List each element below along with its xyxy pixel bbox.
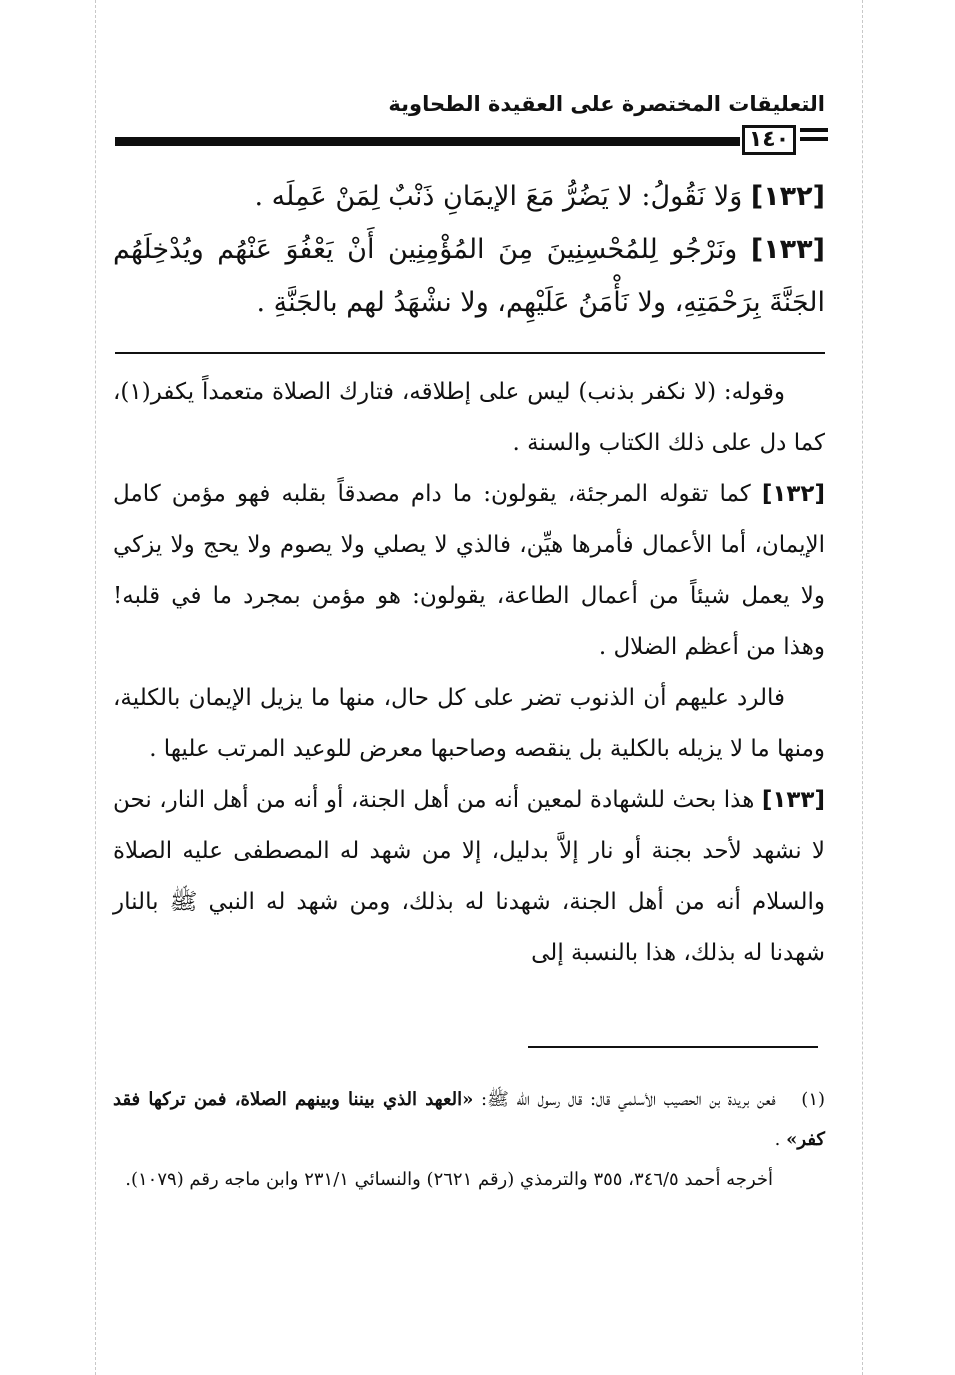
matn-item-text: ونَرْجُو لِلمُحْسِنِينَ مِنَ المُؤْمِنِين أَنْ يَعْفُوَ عَنْهُم ويُدْخِلَهُم الجَنَّةَ بِرَحْمَتِهِ، ولا نَأْمَنُ عَلَيْهِم، ولا نشْهَدُ لهم بالجَنَّةِ . bbox=[113, 234, 825, 318]
matn-item-number: [١٣٢] bbox=[750, 181, 825, 212]
header-rule bbox=[115, 137, 740, 146]
page-number: ١٤٠ bbox=[742, 125, 796, 155]
matn-item-133 bbox=[113, 223, 825, 329]
footnote-1-source: أخرجه أحمد ٣٤٦/٥، ٣٥٥ والترمذي (رقم ٢٦٢١) والنسائي ٢٣١/١ وابن ماجه رقم (١٠٧٩). bbox=[125, 1169, 773, 1190]
header-rule-short-bottom bbox=[800, 137, 828, 141]
matn-item-132 bbox=[113, 170, 825, 223]
footnote-hadith: «العهد الذي بيننا وبينهم الصلاة، فمن تركها فقد كفر» bbox=[113, 1089, 825, 1150]
scan-margin-right bbox=[862, 0, 863, 1375]
scan-margin-left bbox=[95, 0, 96, 1375]
commentary-item-number: [١٣٣] bbox=[761, 787, 825, 813]
footnotes bbox=[113, 1080, 825, 1200]
footnote-text: فعن بريدة بن الحصيب الأسلمي قال: قال رسول الله ﷺ: bbox=[481, 1089, 776, 1110]
commentary-paragraph bbox=[113, 775, 825, 979]
commentary-paragraph-text: هذا بحث للشهادة لمعين أنه من أهل الجنة، أو أنه من أهل النار، نحن لا نشهد لأحد بجنة أو نار إلاَّ بدليل، إلا من شهد له المصطفى عليه الصلاة والسلام أنه من أهل الجنة، شهدنا له بذلك، ومن شهد له النبي ﷺ بالنار شهدنا له بذلك، هذا بالنسبة إلى bbox=[113, 787, 825, 966]
footnote-marker: (١) bbox=[801, 1089, 826, 1110]
commentary-paragraph-text: كما تقوله المرجئة، يقولون: ما دام مصدقاً بقلبه فهو مؤمن كامل الإيمان، أما الأعمال فأمرها هيِّن، فالذي لا يصلي ولا يصوم ولا يحج ولا يزكي ولا يعمل شيئاً من أعمال الطاعة، يقولون: هو مؤمن بمجرد ما في قلبه! وهذا من أعظم الضلال . bbox=[113, 481, 825, 660]
header-rule-short-top bbox=[800, 128, 828, 132]
matn-item-text: وَلا نَقُولُ: لا يَضُرُّ مَعَ الإيمَانِ ذَنْبٌ لِمَنْ عَمِلَه . bbox=[254, 181, 743, 212]
matn-item-number: [١٣٣] bbox=[750, 234, 825, 265]
commentary-paragraph bbox=[113, 469, 825, 673]
footnote-separator bbox=[528, 1046, 818, 1048]
commentary-paragraph: وقوله: (لا نكفر بذنب) ليس على إطلاقه، فتارك الصلاة متعمداً يكفر(١)، كما دل على ذلك الكتاب والسنة . bbox=[113, 379, 825, 456]
running-header-title: التعليقات المختصرة على العقيدة الطحاوية bbox=[388, 92, 825, 116]
commentary-paragraph: فالرد عليهم أن الذنوب تضر على كل حال، منها ما يزيل الإيمان بالكلية، ومنها ما لا يزيله بالكلية بل ينقصه وصاحبها معرض للوعيد المرتب عليها . bbox=[113, 685, 825, 762]
footnote-end: . bbox=[774, 1129, 781, 1150]
section-divider bbox=[115, 352, 825, 354]
commentary-item-number: [١٣٢] bbox=[761, 481, 825, 507]
matn-text bbox=[113, 170, 825, 329]
footnote-1 bbox=[113, 1080, 825, 1160]
commentary-text bbox=[113, 367, 825, 979]
